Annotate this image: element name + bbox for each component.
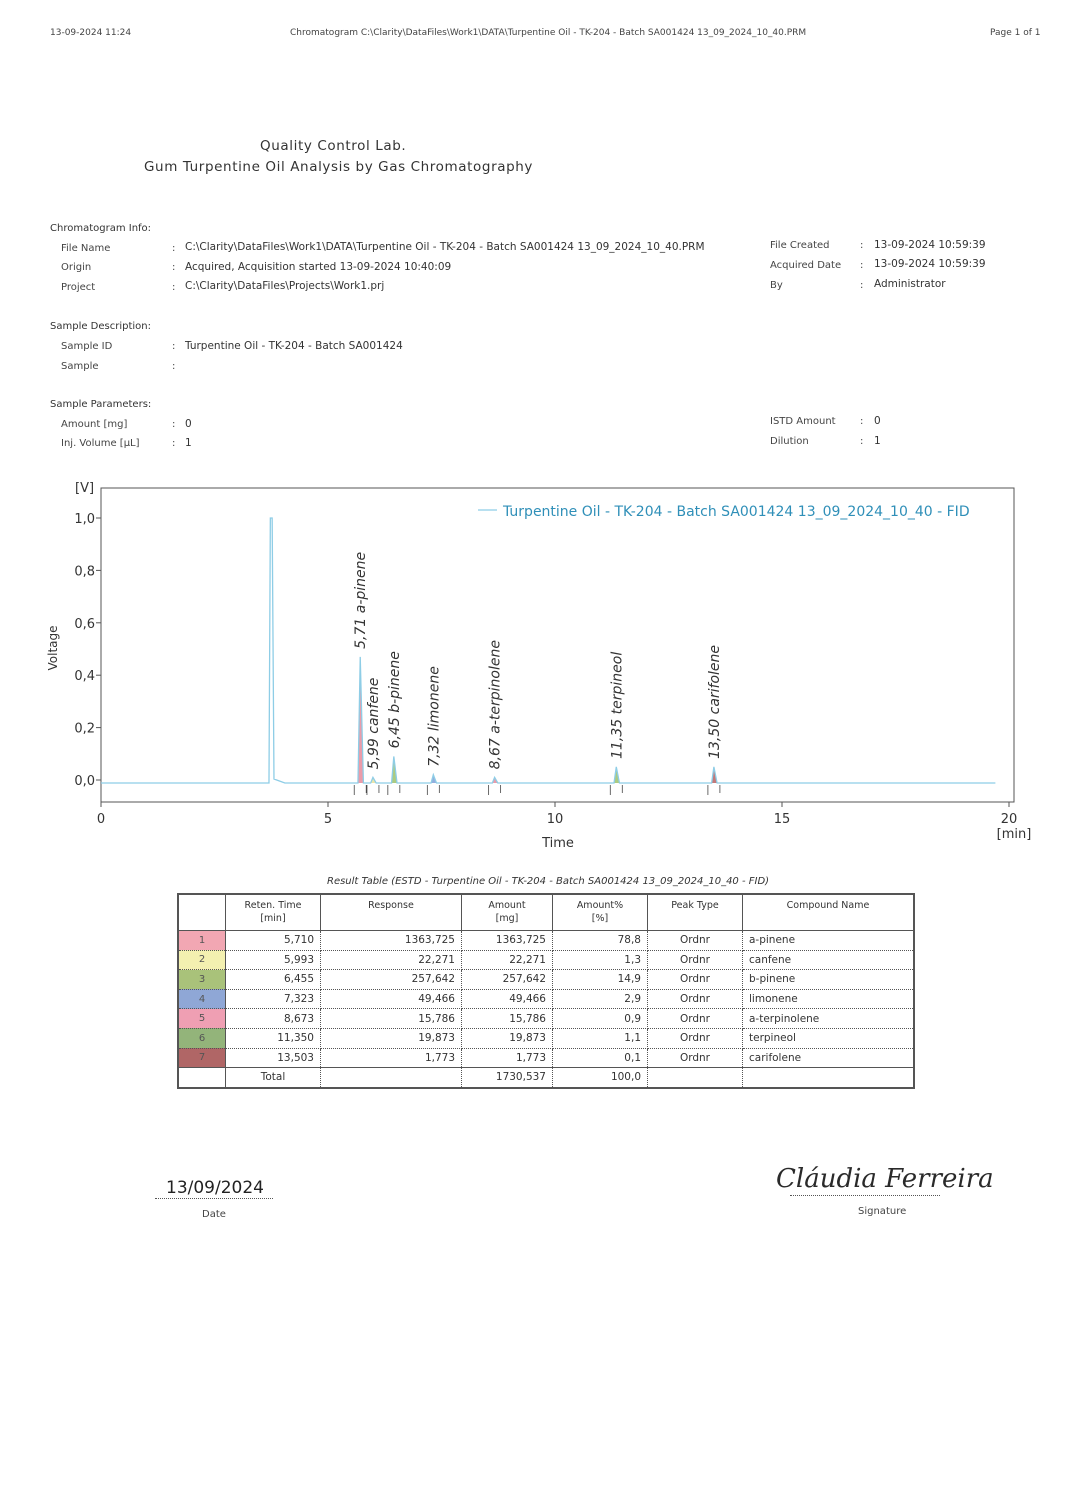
amount-value: 0 — [185, 418, 192, 430]
table-row — [178, 950, 914, 970]
acquired-date-value: 13-09-2024 10:59:39 — [874, 258, 986, 270]
y-tick-label: 0,8 — [74, 564, 95, 580]
peak-type-cell: Ordnr — [648, 950, 743, 970]
file-name-value: C:\Clarity\DataFiles\Work1\DATA\Turpentine Oil - TK-204 - Batch SA001424 13_09_2024_10_40.PRM — [185, 241, 705, 253]
row-index-cell: 5 — [178, 1009, 226, 1029]
response-cell: 19,873 — [321, 1028, 462, 1048]
y-ticks — [74, 512, 101, 789]
sample-id-label: Sample ID — [61, 341, 113, 352]
peak-type-header: Peak Type — [648, 894, 743, 931]
plot-frame — [101, 488, 1014, 802]
compound-name-cell: a-pinene — [743, 931, 915, 951]
peak-label: 8,67 a-terpinolene — [487, 640, 504, 770]
amount-cell: 257,642 — [462, 970, 553, 990]
table-row — [178, 1028, 914, 1048]
total-type-cell — [648, 1068, 743, 1088]
table-row — [178, 931, 914, 951]
response-cell: 15,786 — [321, 1009, 462, 1029]
amount-label: Amount [mg] — [61, 419, 128, 430]
istd-amount-label: ISTD Amount — [770, 416, 836, 427]
table-row — [178, 1009, 914, 1029]
response-cell: 1,773 — [321, 1048, 462, 1068]
total-pct-cell: 100,0 — [553, 1068, 648, 1088]
signature-label: Signature — [858, 1206, 907, 1217]
peak-label: 7,32 limonene — [426, 666, 443, 767]
signature-line — [790, 1195, 940, 1196]
peak-label: 5,99 canfene — [365, 677, 382, 770]
signature: Cláudia Ferreira — [776, 1164, 994, 1194]
reten-time-cell: 8,673 — [226, 1009, 321, 1029]
y-tick-label: 1,0 — [74, 512, 95, 527]
total-label-cell: Total — [226, 1068, 321, 1088]
y-unit-label: [V] — [75, 481, 95, 496]
amount-pct-cell: 0,1 — [553, 1048, 648, 1068]
y-tick-label: 0,0 — [74, 774, 95, 789]
date-label: Date — [202, 1209, 226, 1220]
row-index-cell: 4 — [178, 989, 226, 1009]
reten-time-cell: 6,455 — [226, 970, 321, 990]
amount-cell: 22,271 — [462, 950, 553, 970]
date-value: 13/09/2024 — [166, 1178, 264, 1198]
peak-markers — [354, 785, 720, 795]
file-created-label: File Created — [770, 240, 830, 251]
reten-time-cell: 7,323 — [226, 989, 321, 1009]
amount-pct-cell: 1,3 — [553, 950, 648, 970]
response-cell: 257,642 — [321, 970, 462, 990]
chromatogram-path: Chromatogram C:\Clarity\DataFiles\Work1\DATA\Turpentine Oil - TK-204 - Batch SA001424 13_09_2024_10_40.PRM — [290, 28, 807, 38]
dilution-value: 1 — [874, 435, 881, 447]
total-response-cell — [321, 1068, 462, 1088]
amount-cell: 1363,725 — [462, 931, 553, 951]
amount-cell: 1,773 — [462, 1048, 553, 1068]
dilution-label: Dilution — [770, 436, 809, 447]
x-tick-label: 0 — [96, 812, 106, 827]
row-index-cell: 7 — [178, 1048, 226, 1068]
amount-header: Amount [mg] — [462, 894, 553, 931]
compound-name-cell: terpineol — [743, 1028, 915, 1048]
y-tick-label: 0,6 — [74, 616, 95, 632]
peak-type-cell: Ordnr — [648, 1028, 743, 1048]
total-name-cell — [743, 1068, 915, 1088]
origin-label: Origin — [61, 262, 92, 273]
sample-label: Sample — [61, 361, 99, 372]
row-index-cell: 6 — [178, 1028, 226, 1048]
x-tick-label: 20 — [1000, 812, 1018, 827]
reten-time-cell: 5,993 — [226, 950, 321, 970]
chromatogram-chart — [0, 470, 1080, 860]
index-header — [178, 894, 226, 931]
file-name-label: File Name — [61, 243, 111, 254]
by-label: By — [770, 280, 783, 291]
peak-type-cell: Ordnr — [648, 1048, 743, 1068]
amount-cell: 49,466 — [462, 989, 553, 1009]
total-index-cell — [178, 1068, 226, 1088]
row-index-cell: 1 — [178, 931, 226, 951]
result-table — [177, 893, 915, 1089]
peak-type-cell: Ordnr — [648, 970, 743, 990]
response-header: Response — [321, 894, 462, 931]
peak-label: 11,35 terpineol — [609, 651, 626, 759]
analysis-title: Gum Turpentine Oil Analysis by Gas Chromatography — [144, 159, 534, 175]
peak-fills — [358, 657, 717, 783]
x-tick-label: 10 — [546, 812, 564, 827]
compound-name-cell: b-pinene — [743, 970, 915, 990]
amount-pct-cell: 2,9 — [553, 989, 648, 1009]
total-amount-cell: 1730,537 — [462, 1068, 553, 1088]
x-axis-label: Time — [542, 836, 574, 851]
compound-header: Compound Name — [743, 894, 915, 931]
x-unit-label: [min] — [996, 827, 1032, 842]
file-created-value: 13-09-2024 10:59:39 — [874, 239, 986, 251]
compound-name-cell: limonene — [743, 989, 915, 1009]
acquired-date-label: Acquired Date — [770, 260, 842, 271]
reten-time-cell: 13,503 — [226, 1048, 321, 1068]
reten-time-cell: 5,710 — [226, 931, 321, 951]
table-total-row — [178, 1068, 914, 1088]
date-line — [155, 1198, 273, 1199]
peak-label: 13,50 carifolene — [706, 644, 723, 759]
amount-pct-cell: 78,8 — [553, 931, 648, 951]
y-tick-label: 0,2 — [74, 721, 95, 737]
compound-name-cell: carifolene — [743, 1048, 915, 1068]
response-cell: 22,271 — [321, 950, 462, 970]
peak-type-cell: Ordnr — [648, 1009, 743, 1029]
lab-title: Quality Control Lab. — [260, 138, 407, 154]
x-tick-label: 5 — [323, 812, 333, 827]
amount-cell: 15,786 — [462, 1009, 553, 1029]
print-datetime: 13-09-2024 11:24 — [50, 28, 132, 38]
compound-name-cell: canfene — [743, 950, 915, 970]
x-tick-label: 15 — [773, 812, 791, 827]
x-ticks — [97, 802, 1017, 827]
peak-label: 5,71 a-pinene — [353, 551, 370, 649]
y-axis-label: Voltage — [46, 625, 60, 671]
peak-type-cell: Ordnr — [648, 989, 743, 1009]
inj-volume-label: Inj. Volume [µL] — [61, 438, 140, 449]
inj-volume-value: 1 — [185, 437, 192, 449]
y-tick-label: 0,4 — [74, 669, 95, 685]
reten-time-cell: 11,350 — [226, 1028, 321, 1048]
legend-label: Turpentine Oil - TK-204 - Batch SA001424 13_09_2024_10_40 - FID — [503, 504, 970, 520]
table-row — [178, 989, 914, 1009]
project-label: Project — [61, 282, 96, 293]
reten-time-header: Reten. Time [min] — [226, 894, 321, 931]
page-number: Page 1 of 1 — [990, 28, 1041, 38]
table-row — [178, 1048, 914, 1068]
response-cell: 49,466 — [321, 989, 462, 1009]
istd-amount-value: 0 — [874, 415, 881, 427]
table-row — [178, 970, 914, 990]
row-index-cell: 2 — [178, 950, 226, 970]
signal-line — [101, 518, 995, 783]
result-table-caption: Result Table (ESTD - Turpentine Oil - TK-204 - Batch SA001424 13_09_2024_10_40 - FID) — [327, 876, 770, 887]
sample-parameters-heading: Sample Parameters: — [50, 399, 152, 410]
peak-labels — [353, 552, 723, 770]
response-cell: 1363,725 — [321, 931, 462, 951]
amount-pct-cell: 0,9 — [553, 1009, 648, 1029]
by-value: Administrator — [874, 278, 946, 290]
peak-type-cell: Ordnr — [648, 931, 743, 951]
row-index-cell: 3 — [178, 970, 226, 990]
amount-pct-header: Amount% [%] — [553, 894, 648, 931]
chromatogram-info-heading: Chromatogram Info: — [50, 223, 152, 234]
sample-description-heading: Sample Description: — [50, 321, 151, 332]
origin-value: Acquired, Acquisition started 13-09-2024 10:40:09 — [185, 261, 452, 273]
peak-label: 6,45 b-pinene — [386, 651, 403, 749]
project-value: C:\Clarity\DataFiles\Projects\Work1.prj — [185, 280, 385, 292]
sample-id-value: Turpentine Oil - TK-204 - Batch SA001424 — [185, 340, 403, 352]
amount-cell: 19,873 — [462, 1028, 553, 1048]
amount-pct-cell: 1,1 — [553, 1028, 648, 1048]
amount-pct-cell: 14,9 — [553, 970, 648, 990]
compound-name-cell: a-terpinolene — [743, 1009, 915, 1029]
table-header-row — [178, 894, 914, 931]
